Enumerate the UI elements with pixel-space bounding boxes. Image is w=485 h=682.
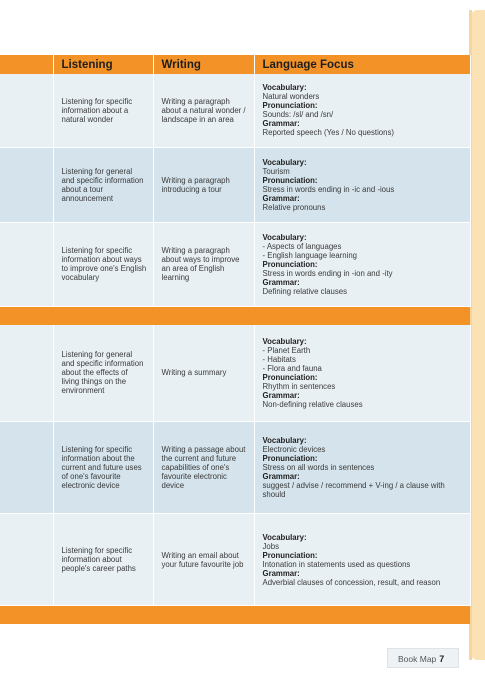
language-focus-heading: Vocabulary: (262, 532, 307, 542)
listening-cell: Listening for specific information about people's career paths (53, 514, 153, 606)
language-focus-heading: Pronunciation: (262, 101, 318, 111)
unit-cell (0, 514, 53, 606)
language-focus-heading: Grammar: (262, 568, 300, 578)
language-focus-heading: Vocabulary: (262, 157, 307, 167)
language-focus-text: - English language learning (262, 250, 357, 260)
language-focus-cell (254, 422, 470, 514)
writing-cell: Writing an email about your future favourite job (153, 514, 254, 606)
language-focus-text: Relative pronouns (262, 202, 326, 212)
page-number: 7 (439, 654, 445, 664)
unit-cell (0, 325, 53, 422)
section-divider-bar (0, 606, 470, 625)
table-row (0, 147, 470, 222)
language-focus-text: Jobs (262, 541, 279, 551)
unit-cell (0, 74, 53, 147)
writing-cell: Writing a summary (153, 325, 254, 422)
writing-cell: Writing a paragraph introducing a tour (153, 147, 254, 222)
language-focus-text: - Planet Earth (262, 345, 311, 355)
language-focus-text: Natural wonders (262, 92, 320, 102)
language-focus-cell (254, 147, 470, 222)
language-focus-text: Sounds: /sl/ and /sn/ (262, 110, 334, 120)
header-unit-column (0, 55, 53, 74)
unit-cell (0, 222, 53, 306)
language-focus-text: Electronic devices (262, 445, 326, 454)
language-focus-heading: Grammar: (262, 119, 300, 129)
language-focus-cell (254, 514, 470, 606)
language-focus-heading: Vocabulary: (262, 232, 307, 242)
page-footer (387, 648, 459, 668)
language-focus-text: - Aspects of languages (262, 241, 342, 251)
table-row (0, 74, 470, 147)
language-focus-heading: Pronunciation: (262, 259, 318, 269)
language-focus-text: Non-defining relative clauses (262, 399, 363, 409)
language-focus-heading: Vocabulary: (262, 83, 307, 93)
language-focus-text: Rhythm in sentences (262, 381, 336, 391)
unit-cell (0, 147, 53, 222)
listening-cell: Listening for general and specific information about the effects of living things on the environment (53, 325, 153, 422)
language-focus-text: Stress on all words in sentences (262, 463, 375, 472)
language-focus-text: Reported speech (Yes / No questions) (262, 128, 394, 138)
language-focus-heading: Grammar: (262, 193, 300, 203)
writing-cell: Writing a paragraph about ways to improve an area of English learning (153, 222, 254, 306)
footer-label: Book Map (398, 654, 437, 664)
writing-cell: Writing a paragraph about a natural wonder / landscape in an area (153, 74, 254, 147)
section-divider (0, 606, 470, 625)
listening-cell: Listening for specific information about ways to improve one's English vocabulary (53, 222, 153, 306)
section-divider (0, 306, 470, 325)
header-listening: Listening (53, 55, 153, 74)
language-focus-heading: Pronunciation: (262, 550, 318, 560)
language-focus-text: Intonation in statements used as questions (262, 559, 411, 569)
language-focus-heading: Grammar: (262, 472, 300, 481)
listening-cell: Listening for specific information about a natural wonder (53, 74, 153, 147)
table-row (0, 422, 470, 514)
header-writing: Writing (153, 55, 254, 74)
language-focus-text: Defining relative clauses (262, 286, 348, 296)
listening-cell: Listening for specific information about the current and future uses of one's favourite electronic device (53, 422, 153, 514)
language-focus-cell (254, 222, 470, 306)
language-focus-text: Adverbial clauses of concession, result, and reason (262, 577, 441, 587)
language-focus-heading: Pronunciation: (262, 454, 318, 463)
language-focus-text: suggest / advise / recommend + V-ing / a clause with should (262, 481, 445, 499)
language-focus-heading: Grammar: (262, 277, 300, 287)
language-focus-text: - Habitats (262, 354, 296, 364)
table-header-row (0, 55, 470, 74)
book-map-table (0, 55, 471, 624)
listening-cell: Listening for general and specific information about a tour announcement (53, 147, 153, 222)
unit-cell (0, 422, 53, 514)
language-focus-heading: Vocabulary: (262, 436, 307, 445)
table-row (0, 514, 470, 606)
language-focus-heading: Vocabulary: (262, 336, 307, 346)
language-focus-cell (254, 325, 470, 422)
language-focus-heading: Pronunciation: (262, 372, 318, 382)
table-row (0, 325, 470, 422)
language-focus-heading: Grammar: (262, 390, 300, 400)
language-focus-text: - Flora and fauna (262, 363, 322, 373)
language-focus-text: Stress in words ending in -ion and -ity (262, 268, 393, 278)
page-side-tab (470, 10, 485, 660)
writing-cell: Writing a passage about the current and future capabilities of one's favourite electronic device (153, 422, 254, 514)
header-language-focus: Language Focus (254, 55, 470, 74)
language-focus-heading: Pronunciation: (262, 175, 318, 185)
table-row (0, 222, 470, 306)
language-focus-text: Tourism (262, 166, 290, 176)
language-focus-text: Stress in words ending in -ic and -ious (262, 184, 395, 194)
section-divider-bar (0, 306, 470, 325)
language-focus-cell (254, 74, 470, 147)
